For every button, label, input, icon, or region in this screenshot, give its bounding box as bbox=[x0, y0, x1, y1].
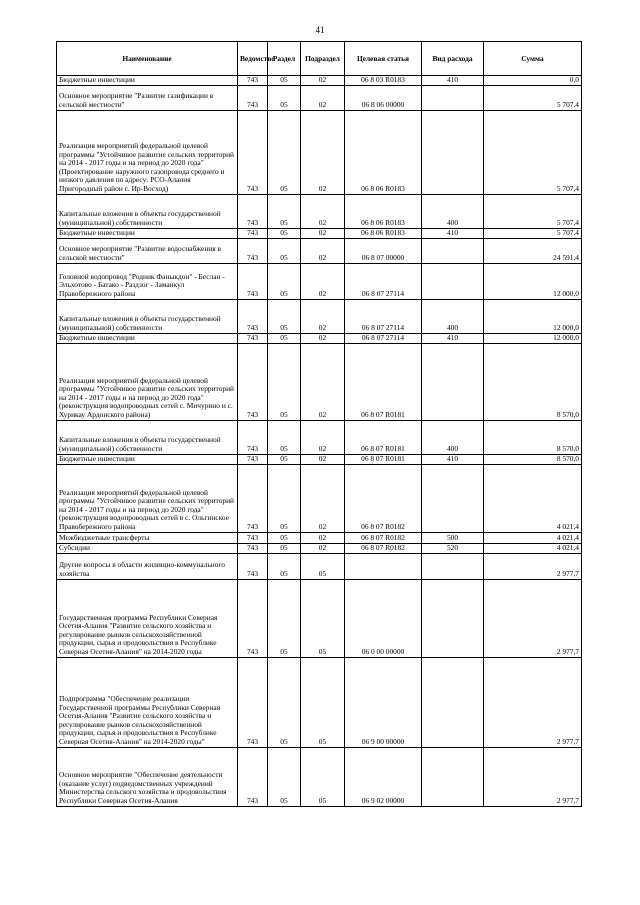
row-sum: 0,0 bbox=[484, 76, 582, 86]
row-section: 05 bbox=[268, 420, 301, 454]
table-row bbox=[57, 343, 582, 420]
row-section: 05 bbox=[268, 194, 301, 228]
row-subsection: 05 bbox=[301, 553, 345, 579]
row-section: 05 bbox=[268, 110, 301, 194]
row-target: 06 9 00 00000 bbox=[345, 657, 422, 747]
header-row bbox=[57, 42, 582, 76]
row-dept: 743 bbox=[238, 110, 268, 194]
row-name: Подпрограмма "Обеспечение реализации Государственной программы Республики Северная Осетия-Алания "Развитие сельского хозяйства и регулирование рынков сельскохозяйственной продукции, сырья и продовольствия в Республике Северная Осетия-Алания" на 2014-2020 годы" bbox=[57, 657, 238, 747]
row-subsection: 02 bbox=[301, 228, 345, 238]
row-section: 05 bbox=[268, 333, 301, 343]
row-subsection: 02 bbox=[301, 299, 345, 333]
row-target bbox=[345, 553, 422, 579]
row-sum: 12 000,0 bbox=[484, 263, 582, 299]
table-row bbox=[57, 76, 582, 86]
row-section: 05 bbox=[268, 532, 301, 543]
row-expense-type: 520 bbox=[422, 543, 484, 553]
row-sum: 12 000,0 bbox=[484, 299, 582, 333]
table-row bbox=[57, 454, 582, 464]
table-body bbox=[57, 76, 582, 807]
row-dept: 743 bbox=[238, 454, 268, 464]
row-name: Бюджетные инвестиции bbox=[57, 76, 238, 86]
row-subsection: 02 bbox=[301, 454, 345, 464]
row-target: 06 9 02 00000 bbox=[345, 747, 422, 806]
row-name: Основное мероприятие "Развитие газификации в сельской местности" bbox=[57, 85, 238, 110]
row-dept: 743 bbox=[238, 333, 268, 343]
table-row bbox=[57, 299, 582, 333]
row-target: 06 8 07 R0181 bbox=[345, 343, 422, 420]
row-target: 06 8 07 R0182 bbox=[345, 464, 422, 532]
row-expense-type bbox=[422, 343, 484, 420]
row-target: 06 8 06 R0183 bbox=[345, 194, 422, 228]
row-subsection: 02 bbox=[301, 194, 345, 228]
row-expense-type: 410 bbox=[422, 76, 484, 86]
row-name: Бюджетные инвестиции bbox=[57, 333, 238, 343]
table-row bbox=[57, 194, 582, 228]
row-subsection: 05 bbox=[301, 747, 345, 806]
table-row bbox=[57, 532, 582, 543]
row-section: 05 bbox=[268, 76, 301, 86]
row-dept: 743 bbox=[238, 657, 268, 747]
row-dept: 743 bbox=[238, 85, 268, 110]
row-name: Субсидии bbox=[57, 543, 238, 553]
row-subsection: 02 bbox=[301, 532, 345, 543]
row-expense-type bbox=[422, 553, 484, 579]
row-subsection: 02 bbox=[301, 464, 345, 532]
row-sum: 4 021,4 bbox=[484, 532, 582, 543]
row-dept: 743 bbox=[238, 420, 268, 454]
row-sum: 4 021,4 bbox=[484, 543, 582, 553]
row-section: 05 bbox=[268, 299, 301, 333]
row-name: Капитальные вложения в объекты государственной (муниципальной) собственности bbox=[57, 194, 238, 228]
table-row bbox=[57, 85, 582, 110]
row-expense-type: 400 bbox=[422, 420, 484, 454]
row-expense-type bbox=[422, 657, 484, 747]
row-target: 06 0 00 00000 bbox=[345, 579, 422, 657]
table-row bbox=[57, 228, 582, 238]
row-target: 06 8 06 R0183 bbox=[345, 110, 422, 194]
row-section: 05 bbox=[268, 238, 301, 263]
row-sum: 2 977,7 bbox=[484, 747, 582, 806]
row-sum: 12 000,0 bbox=[484, 333, 582, 343]
row-section: 05 bbox=[268, 747, 301, 806]
header-subsection: Подраздел bbox=[301, 42, 345, 76]
row-target: 06 8 03 R0183 bbox=[345, 76, 422, 86]
row-dept: 743 bbox=[238, 194, 268, 228]
row-dept: 743 bbox=[238, 543, 268, 553]
row-sum: 24 591,4 bbox=[484, 238, 582, 263]
row-sum: 5 707,4 bbox=[484, 85, 582, 110]
row-subsection: 02 bbox=[301, 333, 345, 343]
row-target: 06 8 06 R0183 bbox=[345, 228, 422, 238]
table-row bbox=[57, 553, 582, 579]
table-row bbox=[57, 579, 582, 657]
row-sum: 2 977,7 bbox=[484, 579, 582, 657]
row-expense-type: 410 bbox=[422, 454, 484, 464]
row-section: 05 bbox=[268, 579, 301, 657]
row-sum: 8 570,0 bbox=[484, 420, 582, 454]
table-row bbox=[57, 263, 582, 299]
row-subsection: 05 bbox=[301, 579, 345, 657]
row-name: Межбюджетные трансферты bbox=[57, 532, 238, 543]
row-section: 05 bbox=[268, 85, 301, 110]
row-expense-type bbox=[422, 263, 484, 299]
row-subsection: 02 bbox=[301, 263, 345, 299]
row-sum: 5 707,4 bbox=[484, 194, 582, 228]
row-expense-type: 410 bbox=[422, 333, 484, 343]
header-expense-type: Вид расхода bbox=[422, 42, 484, 76]
row-target: 06 8 07 27114 bbox=[345, 333, 422, 343]
row-sum: 2 977,7 bbox=[484, 657, 582, 747]
row-target: 06 8 07 R0182 bbox=[345, 543, 422, 553]
row-subsection: 02 bbox=[301, 85, 345, 110]
row-dept: 743 bbox=[238, 747, 268, 806]
row-expense-type bbox=[422, 579, 484, 657]
table-row bbox=[57, 543, 582, 553]
header-name: Наименование bbox=[57, 42, 238, 76]
row-sum: 8 570,0 bbox=[484, 343, 582, 420]
row-name: Головной водопровод "Родник Фаныкдон" - Беслан - Эльхотово - Батако - Раздзог - Заманкул Правобережного района bbox=[57, 263, 238, 299]
row-dept: 743 bbox=[238, 464, 268, 532]
table-row bbox=[57, 333, 582, 343]
row-expense-type bbox=[422, 464, 484, 532]
row-name: Основное мероприятие "Развитие водоснабжения в сельской местности" bbox=[57, 238, 238, 263]
table-row bbox=[57, 464, 582, 532]
row-target: 06 8 07 27114 bbox=[345, 263, 422, 299]
row-target: 06 8 07 27114 bbox=[345, 299, 422, 333]
row-dept: 743 bbox=[238, 76, 268, 86]
page-number: 41 bbox=[315, 25, 325, 35]
row-dept: 743 bbox=[238, 299, 268, 333]
budget-table bbox=[56, 41, 582, 807]
row-sum: 5 707,4 bbox=[484, 110, 582, 194]
row-expense-type: 500 bbox=[422, 532, 484, 543]
row-name: Капитальные вложения в объекты государственной (муниципальной) собственности bbox=[57, 420, 238, 454]
row-dept: 743 bbox=[238, 532, 268, 543]
row-name: Реализация мероприятий федеральной целевой программы "Устойчивое развитие сельских территорий на 2014 - 2017 годы и на период до 2020 года" (Проектирование наружного газопровода среднего и низкого давления по адресу: РСО-Алания Пригородный район с. Ир-Восход) bbox=[57, 110, 238, 194]
row-expense-type: 400 bbox=[422, 299, 484, 333]
row-section: 05 bbox=[268, 343, 301, 420]
row-sum: 2 977,7 bbox=[484, 553, 582, 579]
row-sum: 8 570,0 bbox=[484, 454, 582, 464]
row-expense-type bbox=[422, 85, 484, 110]
row-name: Реализация мероприятий федеральной целевой программы "Устойчивое развитие сельских территорий на 2014 - 2017 годы и на период до 2020 года" (реконструкция водопроводных сетей в с. Ольгинское Правобережного района bbox=[57, 464, 238, 532]
row-dept: 743 bbox=[238, 238, 268, 263]
row-name: Капитальные вложения в объекты государственной (муниципальной) собственности bbox=[57, 299, 238, 333]
row-dept: 743 bbox=[238, 263, 268, 299]
row-expense-type bbox=[422, 238, 484, 263]
row-expense-type: 400 bbox=[422, 194, 484, 228]
row-section: 05 bbox=[268, 657, 301, 747]
row-dept: 743 bbox=[238, 228, 268, 238]
row-subsection: 02 bbox=[301, 420, 345, 454]
row-expense-type: 410 bbox=[422, 228, 484, 238]
row-name: Государственная программа Республики Северная Осетия-Алания "Развитие сельского хозяйства и регулирование рынков сельскохозяйственной продукции, сырья и продовольствия в Республике Северная Осетия-Алания" на 2014-2020 годы bbox=[57, 579, 238, 657]
row-name: Другие вопросы в области жилищно-коммунального хозяйства bbox=[57, 553, 238, 579]
row-target: 06 8 07 R0182 bbox=[345, 532, 422, 543]
row-name: Бюджетные инвестиции bbox=[57, 454, 238, 464]
row-dept: 743 bbox=[238, 553, 268, 579]
table-row bbox=[57, 238, 582, 263]
row-subsection: 05 bbox=[301, 657, 345, 747]
row-expense-type bbox=[422, 110, 484, 194]
row-name: Бюджетные инвестиции bbox=[57, 228, 238, 238]
row-target: 06 8 06 00000 bbox=[345, 85, 422, 110]
row-section: 05 bbox=[268, 543, 301, 553]
row-section: 05 bbox=[268, 263, 301, 299]
row-name: Основное мероприятие "Обеспечение деятельности (оказание услуг) подведомственных учреждений Министерства сельского хозяйства и продовольствия Республики Северная Осетия-Алания bbox=[57, 747, 238, 806]
row-dept: 743 bbox=[238, 579, 268, 657]
row-section: 05 bbox=[268, 454, 301, 464]
row-subsection: 02 bbox=[301, 238, 345, 263]
row-subsection: 02 bbox=[301, 543, 345, 553]
row-section: 05 bbox=[268, 228, 301, 238]
row-target: 06 8 07 00000 bbox=[345, 238, 422, 263]
row-section: 05 bbox=[268, 464, 301, 532]
table-row bbox=[57, 420, 582, 454]
row-expense-type bbox=[422, 747, 484, 806]
header-section: Раздел bbox=[268, 42, 301, 76]
row-sum: 4 021,4 bbox=[484, 464, 582, 532]
row-subsection: 02 bbox=[301, 343, 345, 420]
row-subsection: 02 bbox=[301, 110, 345, 194]
table-row bbox=[57, 657, 582, 747]
table-row bbox=[57, 747, 582, 806]
table-row bbox=[57, 110, 582, 194]
header-sum: Сумма bbox=[484, 42, 582, 76]
header-dept: Ведомство bbox=[238, 42, 268, 76]
row-target: 06 8 07 R0181 bbox=[345, 454, 422, 464]
row-dept: 743 bbox=[238, 343, 268, 420]
row-section: 05 bbox=[268, 553, 301, 579]
row-sum: 5 707,4 bbox=[484, 228, 582, 238]
row-subsection: 02 bbox=[301, 76, 345, 86]
header-target: Целевая статья bbox=[345, 42, 422, 76]
row-name: Реализация мероприятий федеральной целевой программы "Устойчивое развитие сельских территорий на 2014 - 2017 годы и на период до 2020 года" (реконструкция водопроводных сетей с. Мичурино и с. Хурикау Ардонского района) bbox=[57, 343, 238, 420]
row-target: 06 8 07 R0181 bbox=[345, 420, 422, 454]
